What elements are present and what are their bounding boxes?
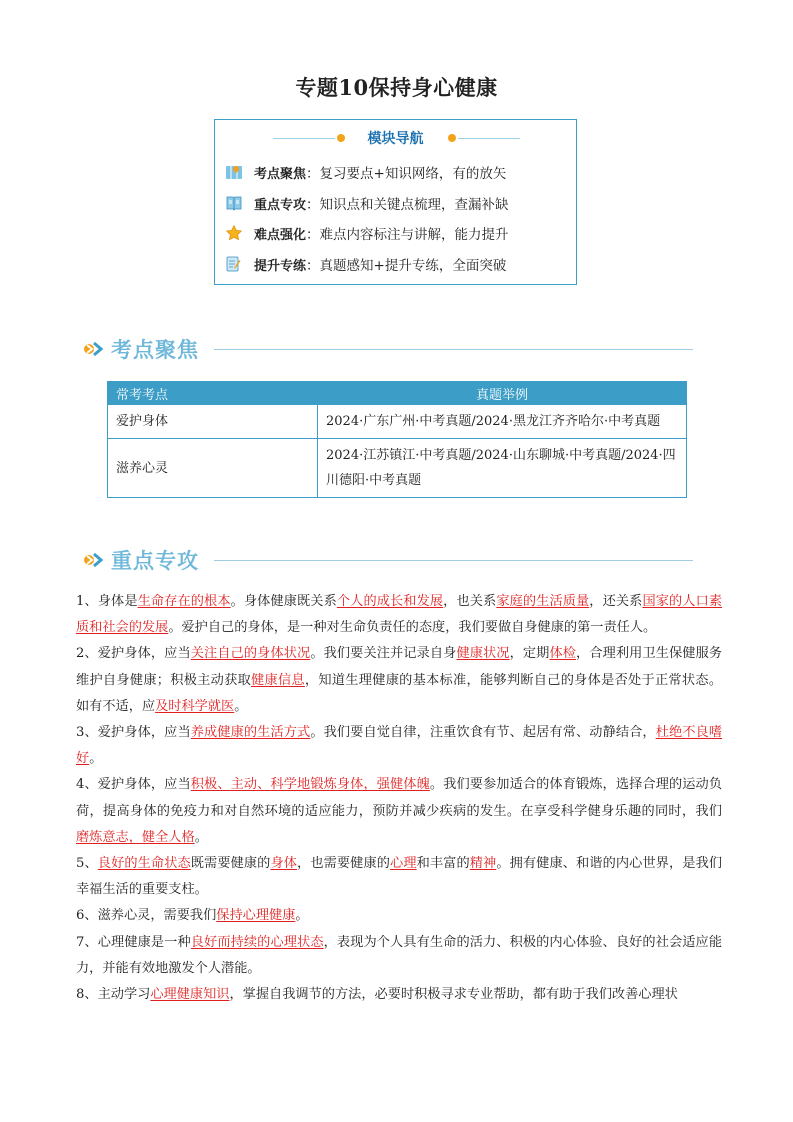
highlighted-key-phrase: 积极、主动、科学地锻炼身体，强健体魄 [190,777,430,793]
highlighted-key-phrase: 关注自己的身体状况 [190,646,311,662]
edit-icon [225,255,243,273]
text-segment: 既需要健康的 [190,856,271,872]
highlighted-key-phrase: 精神 [469,856,497,872]
table-cell-examples: 2024·江苏镇江·中考真题/2024·山东聊城·中考真题/2024·四川德阳·中考真题 [318,439,687,498]
module-navigation-box [214,119,577,285]
text-segment: ，还关系 [589,594,643,609]
nav-key: 重点专攻 [254,197,307,213]
highlighted-key-phrase: 生命存在的根本 [137,594,231,609]
section-title: 重点专攻 [111,549,199,573]
highlighted-key-phrase: 个人的成长和发展 [336,594,444,609]
book-icon [225,194,243,212]
nav-desc: 难点内容标注与讲解，能力提升 [319,227,509,243]
highlighted-key-phrase: 养成健康的生活方式 [190,725,311,741]
nav-row-difficult [225,222,509,244]
text-segment: 7、心理健康是一种 [76,934,191,950]
nav-sep: ： [306,258,320,274]
text-segment: 3、爱护身体，应当 [76,725,191,741]
highlighted-key-phrase: 健康信息 [251,672,305,688]
nav-row-key-points [225,192,509,214]
text-segment: ，也需要健康的 [297,856,391,872]
paragraph [76,851,722,903]
text-segment: 8、主动学习 [76,987,151,1003]
map-icon [225,163,243,181]
section-heading-focus [83,334,693,364]
nav-sep: ： [306,166,320,182]
paragraph [76,589,722,641]
text-segment: 。 [234,698,248,714]
paragraph [76,903,722,929]
nav-desc: 真题感知+提升专练，全面突破 [319,258,507,274]
text-segment: 。我们要参加适合的体育锻炼，选择合理的运动负荷，提高身体的免疫力和对自然环境的适应能力，预防并减少疾病的发生。在享受科学健身乐趣的同时，我们 [76,777,723,819]
star-icon [225,224,243,242]
nav-row-practice [225,253,506,275]
table-cell-examples: 2024·广东广州·中考真题/2024·黑龙江齐齐哈尔·中考真题 [318,405,687,439]
table-row [108,439,687,498]
nav-heading-bar [215,127,576,149]
nav-key: 考点聚焦 [254,166,307,182]
page-title: 专题10保持身心健康 [295,75,498,100]
divider [458,138,520,139]
divider [214,560,693,561]
highlighted-key-phrase: 家庭的生活质量 [496,594,590,609]
paragraph [76,720,722,772]
nav-sep: ： [306,197,320,213]
nav-desc: 复习要点+知识网络，有的放矢 [319,166,507,182]
text-segment: 4、爱护身体，应当 [76,777,191,793]
double-chevron-icon [83,340,105,358]
text-segment: 。身体健康既关系 [230,594,337,609]
text-segment: 。爱护自己的身体，是一种对生命负责任的态度，我们要做自身健康的第一责任人。 [168,620,657,636]
highlighted-key-phrase: 及时科学就医 [155,698,235,714]
text-segment: 。 [194,829,208,845]
column-header: 常考考点 [108,382,318,405]
paragraph [76,982,722,1008]
nav-row-focus [225,161,506,183]
nav-sep: ： [306,227,320,243]
divider [214,349,693,350]
table-cell-topic: 滋养心灵 [108,439,318,498]
nav-key: 难点强化 [254,227,307,243]
text-segment: 1、身体是 [76,594,138,609]
highlighted-key-phrase: 良好而持续的心理状态 [190,934,324,950]
nav-key: 提升专练 [254,258,307,274]
dot-icon [448,134,456,142]
highlighted-key-phrase: 保持心理健康 [216,908,296,924]
highlighted-key-phrase: 良好的生命状态 [97,856,191,872]
double-chevron-icon [83,551,105,569]
text-segment: ，合理利用卫生保健服务维护自身健康；积极主动获取 [76,646,723,688]
paragraph [76,772,722,851]
text-segment: ，掌握自我调节的方法，必要时积极寻求专业帮助，都有助于我们改善心理状 [229,987,678,1003]
key-points-text [76,589,722,1008]
highlighted-key-phrase: 健康状况 [456,646,510,662]
highlighted-key-phrase: 心理 [390,856,417,872]
nav-desc: 知识点和关键点梳理，查漏补缺 [319,197,509,213]
section-heading-key-points [83,545,693,575]
text-segment: 。我们要关注并记录自身 [310,646,457,662]
text-segment: 5、 [76,856,98,872]
highlighted-key-phrase: 国家的人口素质和社会的发展 [76,594,723,636]
paragraph [76,930,722,982]
highlighted-key-phrase: 心理健康知识 [150,987,230,1003]
section-title: 考点聚焦 [111,338,199,362]
column-header: 真题举例 [318,382,687,405]
text-segment: ，定期 [509,646,550,662]
text-segment: 6、滋养心灵，需要我们 [76,908,217,924]
text-segment: 。 [89,751,103,767]
table-row [108,405,687,439]
text-segment: 。我们要自觉自律，注重饮食有节、起居有常、动静结合， [310,725,656,741]
exam-points-table [107,381,687,498]
text-segment: ，知道生理健康的基本标准，能够判断自己的身体是否处于正常状态。如有不适，应 [76,672,723,714]
text-segment: 。拥有健康、和谐的内心世界，是我们幸福生活的重要支柱。 [76,856,723,898]
text-segment: ，也关系 [443,594,497,609]
paragraph [76,641,722,720]
nav-heading: 模块导航 [367,131,424,147]
table-cell-topic: 爱护身体 [108,405,318,439]
highlighted-key-phrase: 杜绝不良嗜好 [76,725,723,767]
highlighted-key-phrase: 体检 [549,646,577,662]
text-segment: 。 [295,908,309,924]
highlighted-key-phrase: 磨炼意志，健全人格 [76,829,195,845]
text-segment: 和丰富的 [416,856,470,872]
table-header-row [108,382,687,405]
highlighted-key-phrase: 身体 [270,856,298,872]
text-segment: 2、爱护身体，应当 [76,646,191,662]
text-segment: ，表现为个人具有生命的活力、积极的内心体验、良好的社会适应能力，并能有效地激发个人潜能。 [76,934,723,976]
